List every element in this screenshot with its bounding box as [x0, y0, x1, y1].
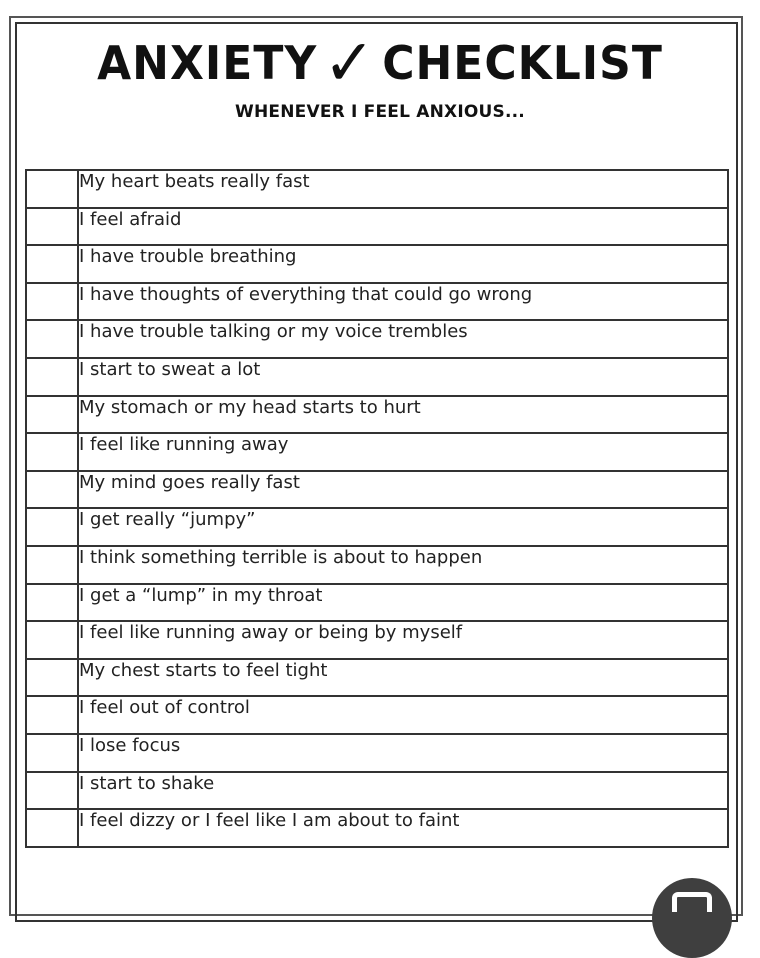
table-row [26, 245, 728, 283]
item-label: I feel dizzy or I feel like I am about to faint [78, 809, 728, 847]
checkmark-icon: ✓ [323, 24, 377, 101]
checkbox-cell[interactable] [26, 772, 78, 810]
checkbox-cell[interactable] [26, 734, 78, 772]
table-row [26, 208, 728, 246]
table-row [26, 621, 728, 659]
item-label: My heart beats really fast [78, 170, 728, 208]
table-row [26, 584, 728, 622]
checkbox-cell[interactable] [26, 471, 78, 509]
table-row [26, 734, 728, 772]
item-label: I feel afraid [78, 208, 728, 246]
checkbox-cell[interactable] [26, 546, 78, 584]
checkbox-cell[interactable] [26, 320, 78, 358]
item-label: I have thoughts of everything that could go wrong [78, 283, 728, 321]
item-label: I get a “lump” in my throat [78, 584, 728, 622]
item-label: My chest starts to feel tight [78, 659, 728, 697]
page-title [0, 24, 760, 101]
item-label: I start to sweat a lot [78, 358, 728, 396]
table-row [26, 659, 728, 697]
title-left: ANXIETY [97, 36, 318, 91]
table-row [26, 809, 728, 847]
lens-scan-button[interactable] [652, 878, 732, 958]
item-label: I lose focus [78, 734, 728, 772]
table-row [26, 433, 728, 471]
checkbox-cell[interactable] [26, 508, 78, 546]
item-label: My stomach or my head starts to hurt [78, 396, 728, 434]
table-row [26, 396, 728, 434]
table-row [26, 320, 728, 358]
subtitle: WHENEVER I FEEL ANXIOUS... [235, 102, 525, 122]
checkbox-cell[interactable] [26, 396, 78, 434]
item-label: I start to shake [78, 772, 728, 810]
item-label: My mind goes really fast [78, 471, 728, 509]
table-row [26, 358, 728, 396]
checkbox-cell[interactable] [26, 809, 78, 847]
table-row [26, 283, 728, 321]
checkbox-cell[interactable] [26, 170, 78, 208]
item-label: I have trouble breathing [78, 245, 728, 283]
item-label: I get really “jumpy” [78, 508, 728, 546]
checkbox-cell[interactable] [26, 433, 78, 471]
item-label: I feel out of control [78, 696, 728, 734]
lens-scan-icon [672, 892, 712, 912]
table-row [26, 772, 728, 810]
table-row [26, 170, 728, 208]
item-label: I feel like running away [78, 433, 728, 471]
checkbox-cell[interactable] [26, 208, 78, 246]
table-row [26, 508, 728, 546]
checkbox-cell[interactable] [26, 659, 78, 697]
item-label: I have trouble talking or my voice trembles [78, 320, 728, 358]
table-row [26, 546, 728, 584]
table-row [26, 471, 728, 509]
checkbox-cell[interactable] [26, 358, 78, 396]
checkbox-cell[interactable] [26, 283, 78, 321]
item-label: I feel like running away or being by myself [78, 621, 728, 659]
checklist-table [25, 169, 729, 848]
table-row [26, 696, 728, 734]
title-right: CHECKLIST [382, 36, 663, 91]
item-label: I think something terrible is about to happen [78, 546, 728, 584]
checkbox-cell[interactable] [26, 245, 78, 283]
checkbox-cell[interactable] [26, 621, 78, 659]
checkbox-cell[interactable] [26, 696, 78, 734]
checkbox-cell[interactable] [26, 584, 78, 622]
